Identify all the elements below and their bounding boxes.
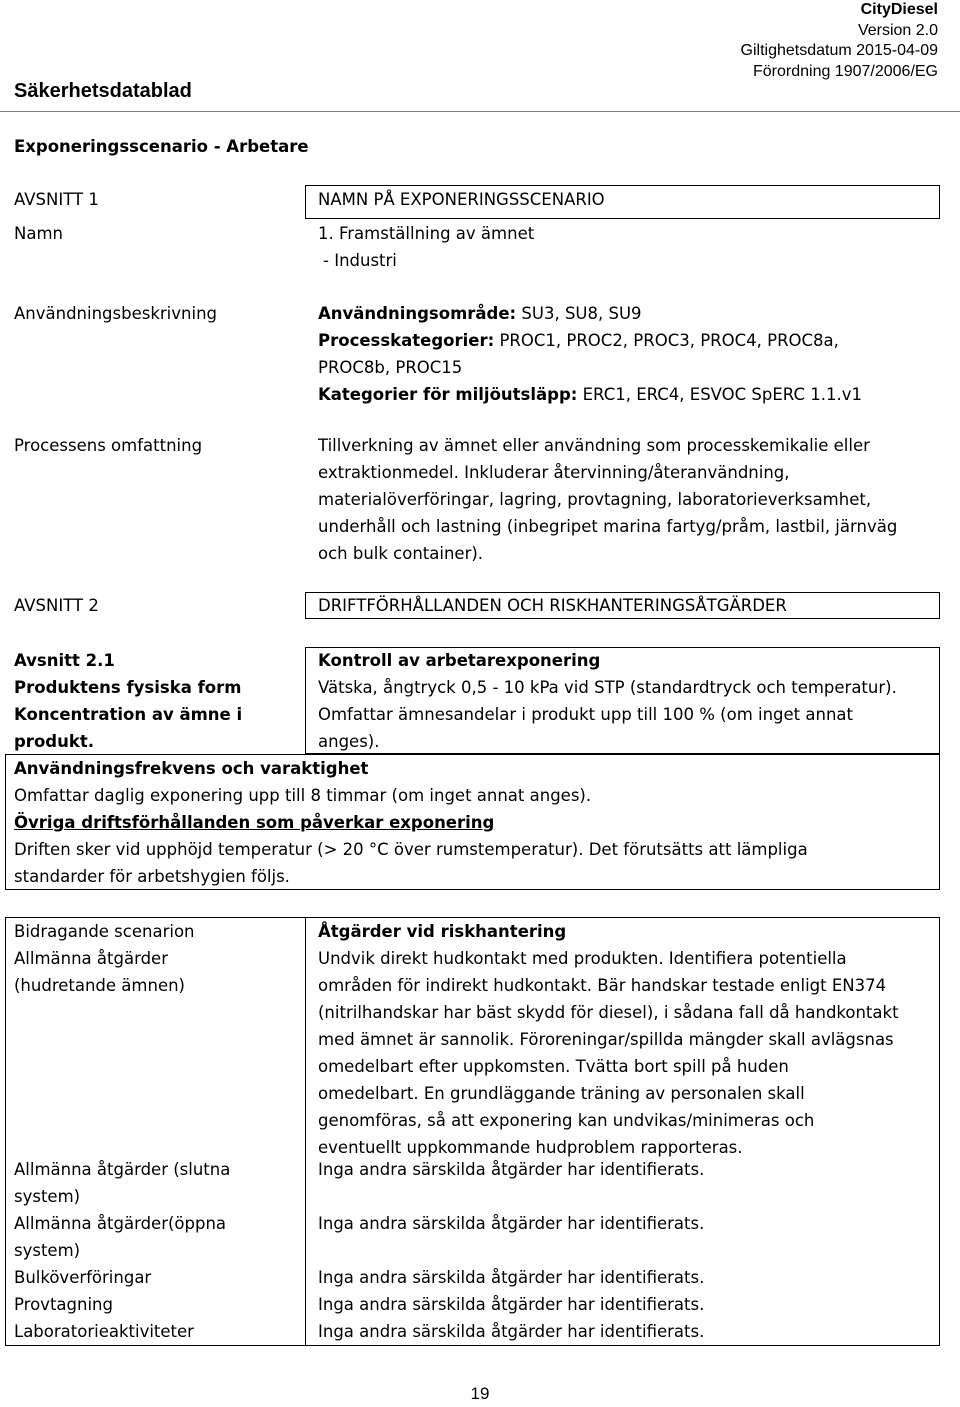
section2-heading: DRIFTFÖRHÅLLANDEN OCH RISKHANTERINGSÅTGÄRDER (318, 596, 787, 615)
document-title: Säkerhetsdatablad (14, 80, 192, 102)
scope-line: materialöverföringar, lagring, provtagning, laboratorieverksamhet, (318, 490, 872, 509)
usage-value (318, 300, 936, 408)
measure-row-value: Inga andra särskilda åtgärder har identifierats. (318, 1295, 705, 1314)
env-categories-value: ERC1, ERC4, ESVOC SpERC 1.1.v1 (577, 385, 862, 404)
frequency-heading: Användningsfrekvens och varaktighet (14, 759, 369, 778)
measure-row-value: Inga andra särskilda åtgärder har identifierats. (318, 1268, 705, 1287)
name-label: Namn (14, 224, 63, 243)
scope-value (318, 432, 936, 567)
measure-row-label (14, 1210, 226, 1264)
concentration-value-line-2: anges). (318, 732, 380, 751)
physical-form-value: Vätska, ångtryck 0,5 - 10 kPa vid STP (standardtryck och temperatur). (318, 678, 897, 697)
subsection-label: Avsnitt 2.1 (14, 651, 115, 670)
measure-label-line: Allmänna åtgärder(öppna (14, 1214, 227, 1233)
measures-column-divider (305, 917, 306, 1346)
measure-label-line: Allmänna åtgärder (14, 949, 168, 968)
measure-row-value (318, 945, 936, 1161)
frequency-value: Omfattar daglig exponering upp till 8 timmar (om inget annat anges). (14, 786, 592, 805)
measure-label-line: system) (14, 1241, 81, 1260)
measure-value-line: områden för indirekt hudkontakt. Bär handskar testade enligt EN374 (318, 976, 887, 995)
section1-heading: NAMN PÅ EXPONERINGSSCENARIO (318, 190, 605, 209)
measure-row-label: Provtagning (14, 1295, 113, 1314)
concentration-value (318, 701, 936, 755)
measure-row-label (14, 945, 185, 999)
product-name: CityDiesel (860, 1, 938, 18)
measure-value-line: omedelbart. En grundläggande träning av personalen skall (318, 1084, 805, 1103)
measure-value-line: omedelbart efter uppkomsten. Tvätta bort spill på huden (318, 1057, 789, 1076)
measure-value-line: genomföras, så att exponering kan undvikas/minimeras och (318, 1111, 815, 1130)
measure-row-value: Inga andra särskilda åtgärder har identifierats. (318, 1322, 705, 1341)
scope-line: underhåll och lastning (inbegripet marina fartyg/pråm, lastbil, järnväg (318, 517, 898, 536)
page-number: 19 (470, 1384, 490, 1403)
measure-value-line: eventuellt uppkommande hudproblem rapporteras. (318, 1138, 743, 1157)
risk-measures-heading: Åtgärder vid riskhantering (318, 922, 567, 941)
version-text: Version 2.0 (857, 21, 938, 39)
process-categories-value-2: PROC8b, PROC15 (318, 358, 463, 377)
measure-row-label (14, 1156, 230, 1210)
name-line-1: 1. Framställning av ämnet (318, 224, 535, 243)
section1-label: AVSNITT 1 (14, 190, 99, 209)
process-categories-label: Processkategorier: (318, 331, 495, 350)
scenario-title: Exponeringsscenario - Arbetare (14, 137, 309, 156)
process-categories-value: PROC1, PROC2, PROC3, PROC4, PROC8a, (494, 331, 839, 350)
measure-value-line: Undvik direkt hudkontakt med produkten. Identifiera potentiella (318, 949, 847, 968)
measure-row-value: Inga andra särskilda åtgärder har identifierats. (318, 1214, 705, 1233)
document-header-info (741, 0, 938, 82)
name-line-2: - Industri (323, 251, 397, 270)
measure-value-line: (nitrilhandskar har bäst skydd för diesel), i sådana fall då handkontakt (318, 1003, 899, 1022)
other-conditions-line-2: standarder för arbetshygien följs. (14, 867, 290, 886)
usage-label: Användningsbeskrivning (14, 304, 218, 323)
subsection-heading: Kontroll av arbetarexponering (318, 651, 601, 670)
scope-label: Processens omfattning (14, 436, 203, 455)
header-divider (0, 111, 960, 112)
regulation-text: Förordning 1907/2006/EG (752, 62, 938, 80)
contributing-scenarios-heading: Bidragande scenarion (14, 922, 195, 941)
measure-value-line: med ämnet är sannolik. Föroreningar/spillda mängder skall avlägsnas (318, 1030, 894, 1049)
measure-label-line: (hudretande ämnen) (14, 976, 185, 995)
measure-row-value: Inga andra särskilda åtgärder har identifierats. (318, 1160, 705, 1179)
env-categories-label: Kategorier för miljöutsläpp: (318, 385, 578, 404)
scope-line: Tillverkning av ämnet eller användning som processkemikalie eller (318, 436, 870, 455)
other-conditions-value (14, 836, 936, 890)
concentration-label-line-1: Koncentration av ämne i (14, 705, 243, 724)
measure-row-label: Bulköverföringar (14, 1268, 152, 1287)
concentration-value-line-1: Omfattar ämnesandelar i produkt upp till 100 % (om inget annat (318, 705, 854, 724)
usage-area-value: SU3, SU8, SU9 (516, 304, 642, 323)
name-value (318, 220, 936, 274)
scope-line: extraktionmedel. Inkluderar återvinning/återanvändning, (318, 463, 790, 482)
scope-line: och bulk container). (318, 544, 484, 563)
validity-date: Giltighetsdatum 2015-04-09 (740, 42, 938, 59)
physical-form-label: Produktens fysiska form (14, 678, 242, 697)
usage-area-label: Användningsområde: (318, 304, 517, 323)
other-conditions-heading: Övriga driftsförhållanden som påverkar exponering (14, 813, 495, 832)
measure-label-line: Allmänna åtgärder (slutna (14, 1160, 231, 1179)
measure-row-label: Laboratorieaktiviteter (14, 1322, 194, 1341)
concentration-label-line-2: produkt. (14, 732, 94, 751)
other-conditions-line-1: Driften sker vid upphöjd temperatur (> 20 °C över rumstemperatur). Det förutsätts att lämpliga (14, 840, 808, 859)
measure-label-line: system) (14, 1187, 81, 1206)
concentration-label (14, 701, 242, 755)
section2-label: AVSNITT 2 (14, 596, 99, 615)
